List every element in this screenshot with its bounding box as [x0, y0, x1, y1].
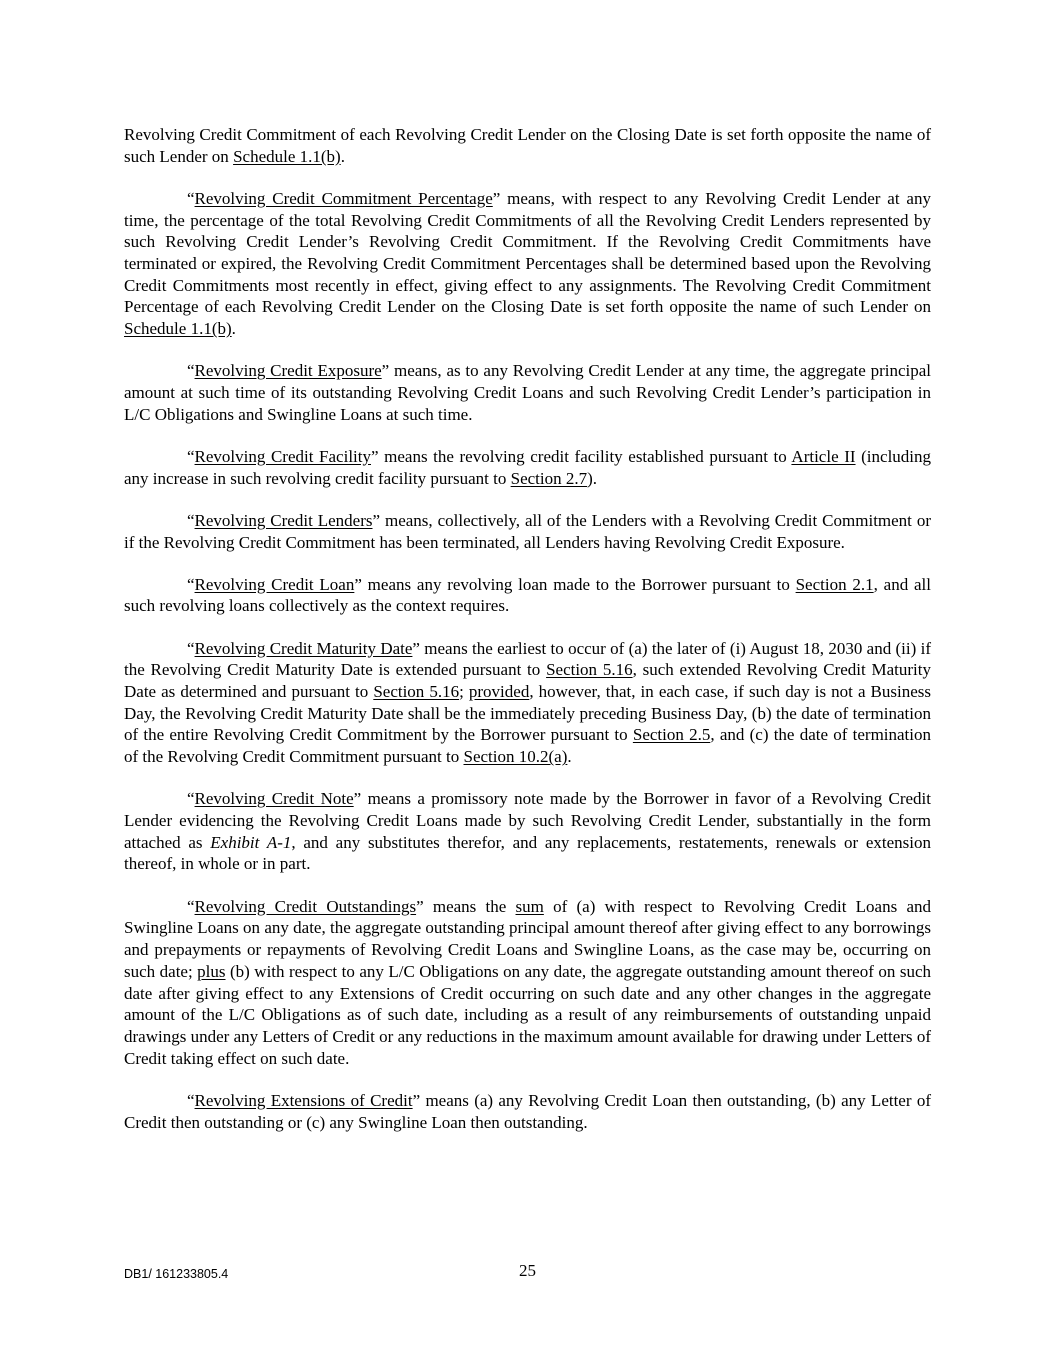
italic-reference: Exhibit A-1 — [210, 832, 292, 852]
underlined-term: Schedule 1.1(b) — [124, 319, 232, 339]
text-segment: ). — [587, 468, 598, 488]
text-segment: . — [340, 146, 345, 166]
text-segment: ” means the — [416, 896, 516, 916]
definition-paragraph — [124, 1090, 931, 1133]
underlined-term: Section 2.1 — [795, 574, 874, 594]
text-segment: , and (c) the date of termination of the Revolving Credit Commitment pursuant to — [124, 725, 932, 767]
underlined-term: plus — [197, 961, 226, 981]
underlined-term: Revolving Credit Note — [194, 789, 354, 809]
underlined-term: Revolving Credit Outstandings — [194, 896, 417, 916]
document-id: DB1/ 161233805.4 — [124, 1267, 229, 1281]
text-segment: ; — [459, 682, 469, 702]
underlined-term: Section 10.2(a) — [463, 747, 568, 767]
text-segment: ” means the earliest to occur of (a) the later of (i) August 18, 2030 and (ii) if the Revolving Credit Maturity Date is extended pursuant to — [124, 638, 931, 680]
text-segment: “ — [187, 638, 195, 658]
underlined-term: Revolving Credit Exposure — [194, 361, 382, 381]
definition-paragraph — [124, 574, 931, 617]
text-segment: , and any substitutes therefor, and any replacements, restatements, renewals or extension thereof, in whole or in part. — [124, 832, 932, 874]
text-segment: “ — [187, 510, 195, 530]
underlined-term: Section 5.16 — [373, 682, 460, 702]
underlined-term: Section 2.7 — [510, 468, 588, 488]
text-segment: ” means, collectively, all of the Lenders with a Revolving Credit Commitment or if the Revolving Credit Commitment has been terminated, all Lenders having Revolving Credit Exposure. — [124, 510, 931, 552]
definition-paragraph — [124, 510, 931, 553]
underlined-term: Revolving Extensions of Credit — [194, 1090, 413, 1110]
text-segment: , however, that, in each case, if such day is not a Business Day, the Revolving Credit Maturity Date shall be the immediately preceding Business Day, (b) the date of termination of the entire Revolving Credit Commitment by the Borrower pursuant to — [124, 682, 931, 745]
underlined-term: Revolving Credit Facility — [194, 446, 371, 466]
text-segment: ” means, with respect to any Revolving Credit Lender at any time, the percentage of the total Revolving Credit Commitments of all the Revolving Credit Lenders represented by such Revolving Credit Lender’s Revolving Credit Commitment. If the Revolving Credit Commitments have terminated or expired, the Revolving Credit Commitment Percentages shall be determined based upon the Revolving Credit Commitments most recently in effect, giving effect to any assignments. The Revolving Credit Commitment Percentage of each Revolving Credit Lender on the Closing Date is set forth opposite the name of such Lender on — [124, 188, 931, 317]
text-segment: (b) with respect to any L/C Obligations on any date, the aggregate outstanding amount thereof on such date after giving effect to any Extensions of Credit occurring on such date and any other changes in the aggregate amount of the L/C Obligations as of such date, including as a result of any reimbursements of outstanding unpaid drawings under any Letters of Credit or any reductions in the maximum amount available for drawing under Letters of Credit taking effect on such date. — [124, 961, 931, 1068]
document-body — [124, 124, 931, 1154]
definition-paragraph — [124, 360, 931, 425]
underlined-term: Section 2.5 — [632, 725, 711, 745]
underlined-term: Revolving Credit Commitment Percentage — [194, 188, 493, 208]
underlined-term: provided — [468, 682, 530, 702]
text-segment: “ — [187, 361, 195, 381]
text-segment: “ — [187, 1090, 195, 1110]
definition-paragraph — [124, 446, 931, 489]
text-segment: “ — [187, 188, 195, 208]
underlined-term: Section 5.16 — [546, 660, 633, 680]
text-segment: ” means (a) any Revolving Credit Loan then outstanding, (b) any Letter of Credit then outstanding or (c) any Swingline Loan then outstanding. — [124, 1090, 931, 1132]
page-number: 25 — [519, 1261, 536, 1280]
text-segment: “ — [187, 574, 195, 594]
text-segment: “ — [187, 789, 195, 809]
text-segment: , and all such revolving loans collectively as the context requires. — [124, 574, 931, 616]
underlined-term: Revolving Credit Maturity Date — [194, 638, 413, 658]
definition-paragraph — [124, 638, 931, 768]
definition-paragraph — [124, 788, 931, 875]
text-segment: ” means a promissory note made by the Borrower in favor of a Revolving Credit Lender evidencing the Revolving Credit Loans made by such Revolving Credit Lender, substantially in the form attached as — [124, 789, 932, 852]
definition-paragraph — [124, 124, 931, 167]
definition-paragraph — [124, 188, 931, 340]
underlined-term: Schedule 1.1(b) — [233, 146, 341, 166]
text-segment: “ — [187, 446, 195, 466]
text-segment: ” means the revolving credit facility established pursuant to — [371, 446, 792, 466]
text-segment: , such extended Revolving Credit Maturity Date as determined and pursuant to — [124, 660, 932, 702]
definition-paragraph — [124, 896, 931, 1070]
text-segment: Revolving Credit Commitment of each Revolving Credit Lender on the Closing Date is set forth opposite the name of such Lender on — [124, 125, 931, 166]
underlined-term: Revolving Credit Lenders — [194, 510, 373, 530]
text-segment: “ — [187, 896, 195, 916]
definitions-list — [124, 124, 931, 1133]
text-segment: ” means any revolving loan made to the Borrower pursuant to — [354, 574, 796, 594]
text-segment: of (a) with respect to Revolving Credit Loans and Swingline Loans on any date, the aggregate outstanding principal amount thereof after giving effect to any borrowings and prepayments or repayments of Revolving Credit Loans and Swingline Loans, as the case may be, occurring on such date; — [124, 896, 931, 981]
underlined-term: sum — [515, 896, 544, 916]
underlined-term: Article II — [791, 446, 856, 466]
underlined-term: Revolving Credit Loan — [194, 574, 355, 594]
text-segment: . — [567, 747, 572, 767]
text-segment: . — [231, 319, 236, 339]
text-segment: (including any increase in such revolving credit facility pursuant to — [124, 446, 932, 488]
text-segment: ” means, as to any Revolving Credit Lender at any time, the aggregate principal amount at such time of its outstanding Revolving Credit Loans and such Revolving Credit Lender’s participation in L/C Obligations and Swingline Loans at such time. — [124, 361, 932, 424]
